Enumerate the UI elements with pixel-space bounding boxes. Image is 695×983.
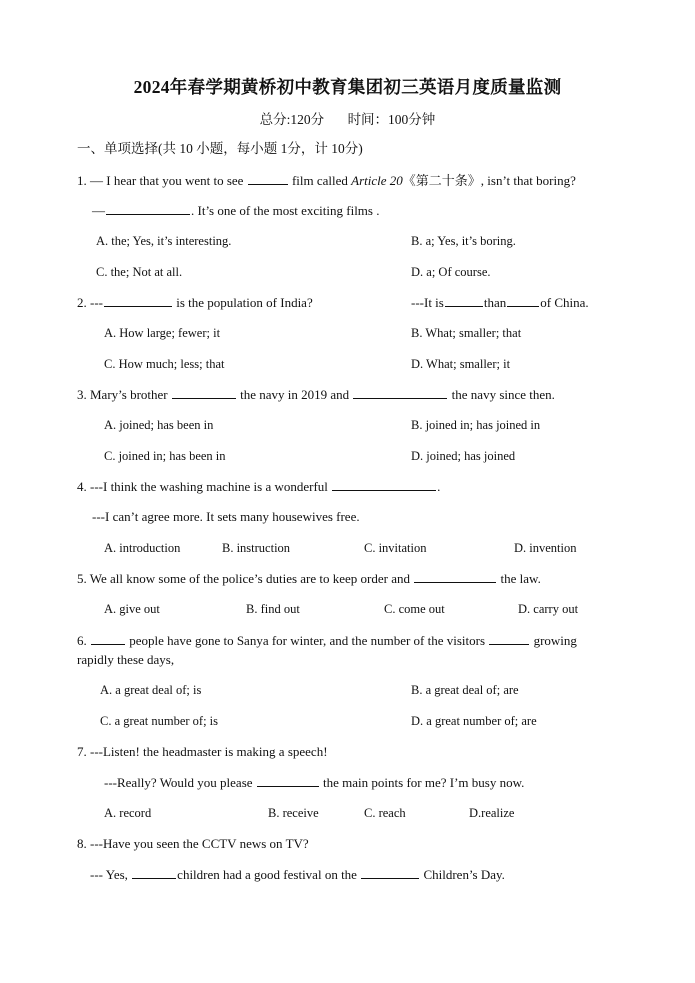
answer-blank[interactable] (445, 293, 483, 307)
question-1-option-b[interactable]: B. a; Yes, it’s boring. (411, 234, 516, 248)
question-7-option-b[interactable]: B. receive (268, 806, 319, 820)
question-1-option-a[interactable]: A. the; Yes, it’s interesting. (96, 234, 232, 248)
question-2-reply: ---It is than of China. (411, 295, 589, 310)
question-1-stem: 1. — I hear that you went to see film called Article 20《第二十条》, isn’t that boring? (77, 173, 576, 188)
answer-blank[interactable] (172, 385, 236, 399)
question-6-stem: 6. people have gone to Sanya for winter, and the number of the visitors growing (77, 633, 577, 648)
question-2-option-d[interactable]: D. What; smaller; it (411, 357, 511, 371)
question-7-option-c[interactable]: C. reach (364, 806, 406, 820)
question-4-option-a[interactable]: A. introduction (104, 541, 181, 555)
answer-blank[interactable] (507, 293, 539, 307)
question-2-option-b[interactable]: B. What; smaller; that (411, 326, 522, 340)
question-1-option-d[interactable]: D. a; Of course. (411, 265, 491, 279)
question-2-option-c[interactable]: C. How much; less; that (104, 357, 225, 371)
total-score: 总分:120分 (259, 112, 325, 127)
answer-blank[interactable] (489, 631, 529, 645)
question-1-reply: — . It’s one of the most exciting films . (92, 203, 380, 218)
answer-blank[interactable] (248, 171, 288, 185)
question-5-option-b[interactable]: B. find out (246, 602, 300, 616)
exam-time: 时间：100分钟 (347, 112, 436, 127)
question-7-reply: ---Really? Would you please the main points for me? I’m busy now. (104, 775, 525, 790)
question-6-option-a[interactable]: A. a great deal of; is (100, 683, 202, 697)
question-5-option-c[interactable]: C. come out (384, 602, 445, 616)
question-3-option-d[interactable]: D. joined; has joined (411, 449, 516, 463)
answer-blank[interactable] (257, 773, 319, 787)
question-5-option-d[interactable]: D. carry out (518, 602, 579, 616)
question-4-option-d[interactable]: D. invention (514, 541, 577, 555)
answer-blank[interactable] (414, 569, 496, 583)
answer-blank[interactable] (106, 201, 190, 215)
answer-blank[interactable] (332, 477, 436, 491)
question-3-option-c[interactable]: C. joined in; has been in (104, 449, 226, 463)
exam-subtitle (0, 108, 695, 128)
question-4-option-b[interactable]: B. instruction (222, 541, 291, 555)
question-3-option-a[interactable]: A. joined; has been in (104, 418, 214, 432)
question-4-stem: 4. ---I think the washing machine is a wonderful . (77, 479, 441, 494)
answer-blank[interactable] (104, 293, 172, 307)
section-heading: 一、单项选择(共 10 小题，每小题 1分，计 10分) (77, 141, 363, 156)
question-8-stem: 8. ---Have you seen the CCTV news on TV? (77, 836, 309, 851)
question-6-option-d[interactable]: D. a great number of; are (411, 714, 537, 728)
question-7-stem: 7. ---Listen! the headmaster is making a speech! (77, 744, 328, 759)
answer-blank[interactable] (132, 865, 176, 879)
question-5-stem: 5. We all know some of the police’s duties are to keep order and the law. (77, 571, 541, 586)
question-6-stem-continued: rapidly these days, (77, 652, 175, 667)
question-3-option-b[interactable]: B. joined in; has joined in (411, 418, 541, 432)
question-2-stem: 2. --- is the population of India? (77, 295, 313, 310)
exam-title: 2024年春学期黄桥初中教育集团初三英语月度质量监测 (133, 77, 562, 97)
question-4-option-c[interactable]: C. invitation (364, 541, 427, 555)
question-1-option-c[interactable]: C. the; Not at all. (96, 265, 183, 279)
question-4-reply: ---I can’t agree more. It sets many housewives free. (92, 509, 360, 524)
answer-blank[interactable] (361, 865, 419, 879)
question-5-option-a[interactable]: A. give out (104, 602, 160, 616)
question-6-option-c[interactable]: C. a great number of; is (100, 714, 219, 728)
answer-blank[interactable] (91, 631, 125, 645)
question-3-stem: 3. Mary’s brother the navy in 2019 and the navy since then. (77, 387, 555, 402)
answer-blank[interactable] (353, 385, 447, 399)
question-8-reply: --- Yes, children had a good festival on the Children’s Day. (90, 867, 505, 882)
question-7-option-d[interactable]: D.realize (469, 806, 515, 820)
question-7-option-a[interactable]: A. record (104, 806, 152, 820)
question-2-option-a[interactable]: A. How large; fewer; it (104, 326, 221, 340)
question-6-option-b[interactable]: B. a great deal of; are (411, 683, 519, 697)
